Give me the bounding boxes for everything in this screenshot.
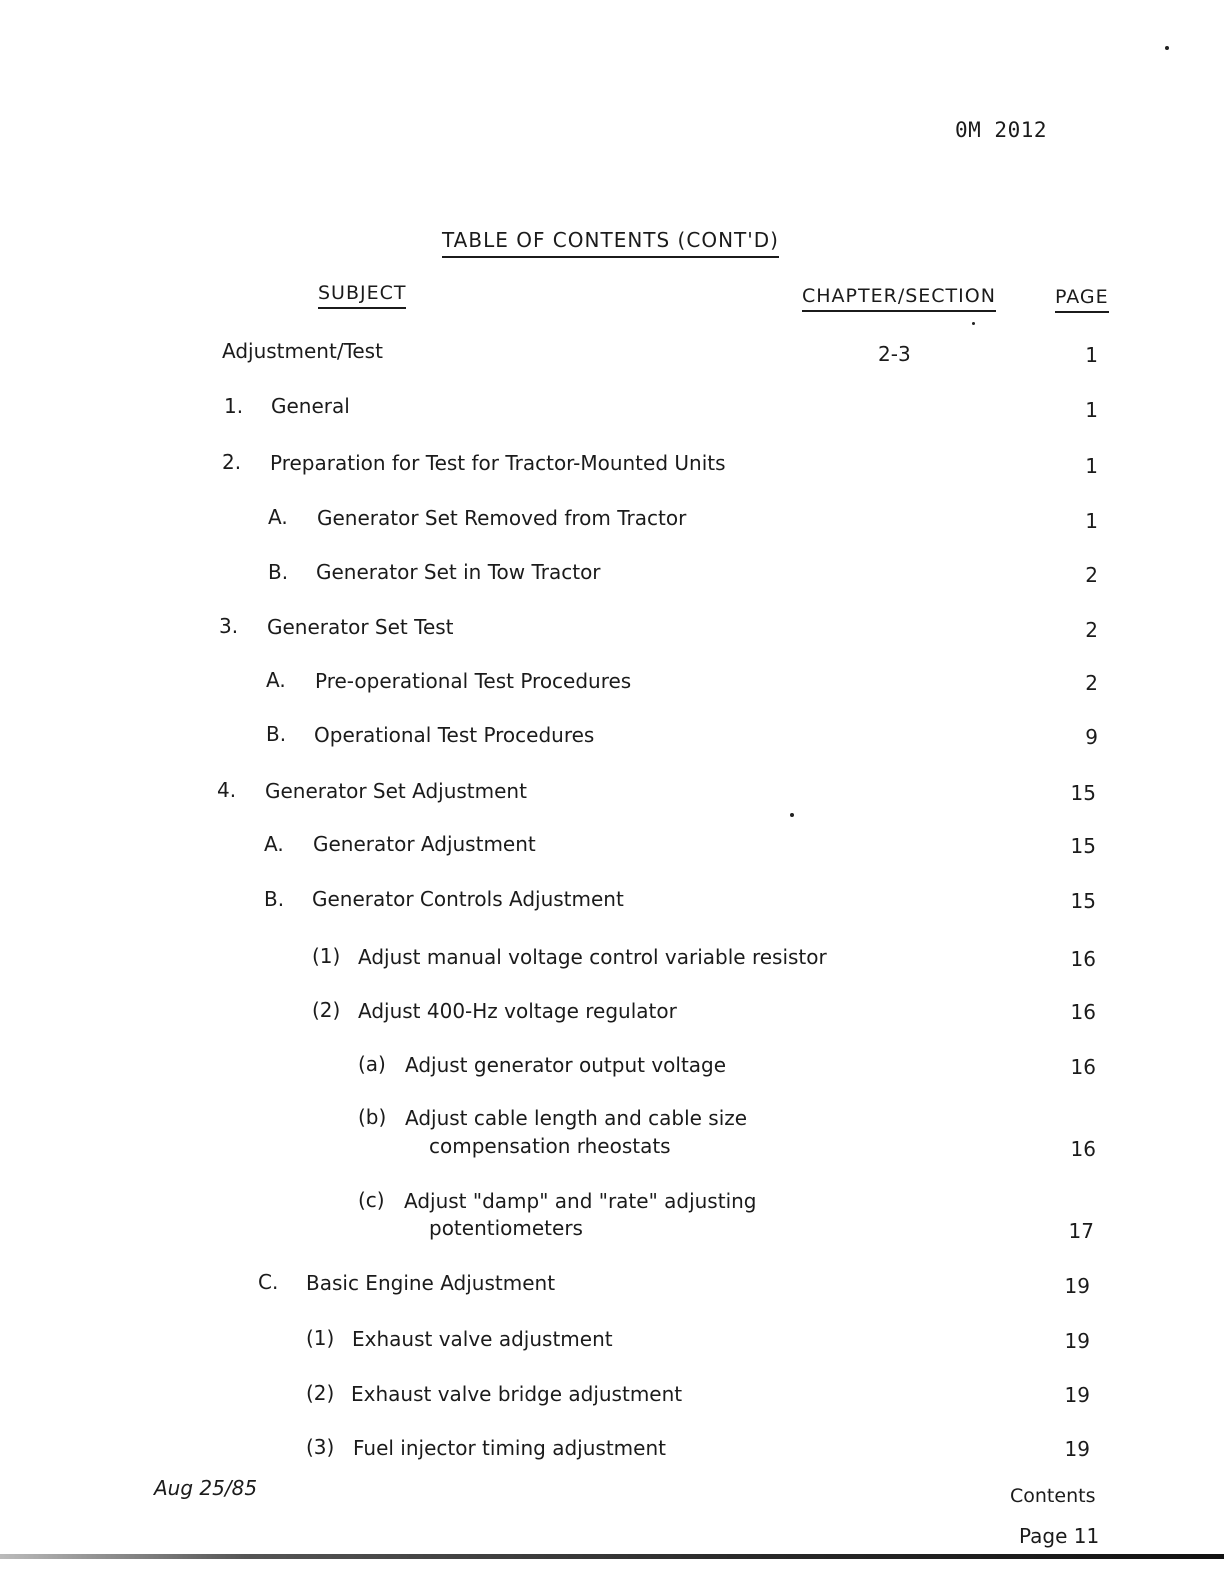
toc-entry-marker: B. [268,560,289,584]
toc-entry-text: Generator Adjustment [313,832,536,856]
toc-entry-text: Adjust "damp" and "rate" adjusting [404,1189,757,1213]
toc-entry-text: Exhaust valve adjustment [352,1327,613,1351]
toc-entry-marker: A. [268,505,288,529]
column-header-subject: SUBJECT [318,282,406,309]
toc-entry-page: 19 [1064,1274,1090,1298]
toc-entry-text-continued: compensation rheostats [429,1134,671,1158]
toc-entry-marker: (b) [358,1105,387,1129]
toc-entry-text: Generator Set Test [267,615,454,639]
toc-entry-text: Basic Engine Adjustment [306,1271,556,1295]
footer-page-number: Page 11 [1019,1524,1100,1548]
toc-entry-text: Operational Test Procedures [314,723,595,747]
toc-entry-page: 2 [1085,671,1098,695]
toc-entry-text: Generator Set Adjustment [265,779,527,803]
toc-entry-page: 16 [1070,947,1096,971]
toc-entry-text: Generator Set Removed from Tractor [317,506,687,530]
scan-edge-line [0,1554,1224,1559]
document-number: 0M 2012 [955,118,1048,142]
scan-speck [1165,46,1169,50]
toc-entry-page: 15 [1070,834,1096,858]
toc-entry-page: 16 [1070,1000,1096,1024]
scan-speck [790,813,794,817]
toc-entry-text: Generator Controls Adjustment [312,887,624,911]
toc-entry-marker: B. [264,887,285,911]
toc-entry-marker: A. [266,668,286,692]
page-title: TABLE OF CONTENTS (CONT'D) [442,228,779,258]
toc-entry-page: 9 [1085,725,1098,749]
toc-entry-page: 15 [1070,781,1096,805]
toc-entry-text: Generator Set in Tow Tractor [316,560,601,584]
toc-entry-marker: (c) [358,1188,385,1212]
toc-entry-text: General [271,394,350,418]
toc-entry-page: 2 [1085,563,1098,587]
toc-entry-text: Adjust manual voltage control variable resistor [358,945,827,969]
toc-entry-text: Adjustment/Test [222,339,383,363]
toc-entry-marker: C. [258,1270,279,1294]
toc-entry-marker: (a) [358,1052,386,1076]
toc-entry-page: 19 [1064,1383,1090,1407]
toc-entry-text-continued: potentiometers [429,1216,583,1240]
toc-entry-marker: 1. [224,394,244,418]
toc-entry-marker: 4. [217,778,237,802]
toc-entry-marker: 3. [219,614,239,638]
toc-entry-page: 16 [1070,1137,1096,1161]
toc-entry-marker: (3) [306,1435,335,1459]
column-header-chapter-section: CHAPTER/SECTION [802,285,996,312]
toc-entry-page: 1 [1085,509,1098,533]
toc-entry-marker: B. [266,722,287,746]
toc-entry-page: 1 [1085,343,1098,367]
toc-entry-page: 1 [1085,398,1098,422]
toc-entry-page: 2 [1085,618,1098,642]
toc-entry-text: Exhaust valve bridge adjustment [351,1382,683,1406]
toc-entry-text: Fuel injector timing adjustment [353,1436,666,1460]
toc-entry-marker: (1) [312,944,341,968]
revision-date: Aug 25/85 [154,1476,258,1500]
toc-entry-page: 16 [1070,1055,1096,1079]
toc-entry-text: Pre-operational Test Procedures [315,669,632,693]
toc-entry-page: 17 [1068,1219,1094,1243]
footer-contents-label: Contents [1010,1485,1096,1507]
toc-entry-text: Adjust cable length and cable size [405,1106,748,1130]
toc-entry-marker: (1) [306,1326,335,1350]
toc-entry-marker: (2) [312,998,341,1022]
scan-speck [972,322,975,325]
toc-entry-marker: A. [264,832,284,856]
toc-entry-chapter: 2-3 [878,342,911,366]
toc-entry-text: Preparation for Test for Tractor-Mounted Units [270,451,726,475]
toc-entry-text: Adjust 400-Hz voltage regulator [358,999,677,1023]
toc-entry-page: 15 [1070,889,1096,913]
toc-entry-page: 19 [1064,1437,1090,1461]
toc-entry-text: Adjust generator output voltage [405,1053,727,1077]
toc-entry-marker: 2. [222,450,242,474]
column-header-page: PAGE [1055,286,1109,313]
toc-entry-marker: (2) [306,1381,335,1405]
toc-entry-page: 1 [1085,454,1098,478]
toc-entry-page: 19 [1064,1329,1090,1353]
